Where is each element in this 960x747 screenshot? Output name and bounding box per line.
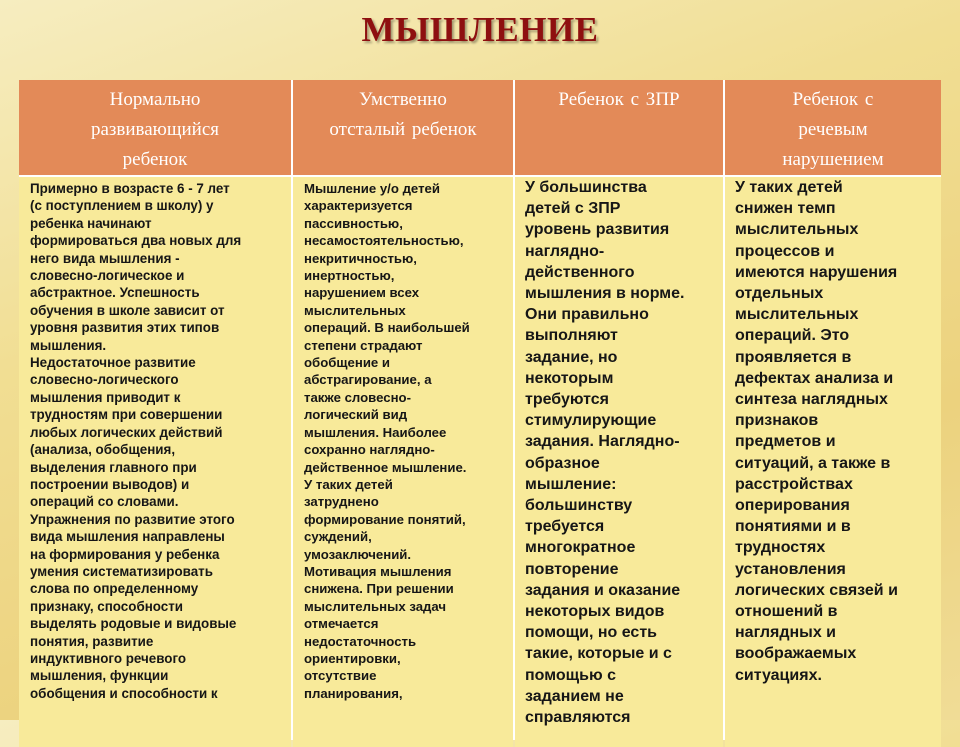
column-divider — [291, 80, 293, 740]
column-divider — [723, 80, 725, 740]
comparison-table — [19, 80, 941, 740]
header-divider — [19, 175, 941, 177]
header-speech-disorder-child: Ребенок с речевым нарушением — [725, 80, 941, 175]
header-zpr-child: Ребенок с ЗПР — [515, 80, 723, 175]
header-mentally-retarded-child: Умственно отсталый ребенок — [293, 80, 513, 175]
cell-normal-child: Примерно в возрасте 6 - 7 лет (с поступлением в школу) у ребенка начинают формироваться два новых для него вида мышления - словесно-логическое и абстрактное. Успешность обучения в школе зависит от уровня развития этих типов мышления. Недостаточное развитие словесно-логического мышления приводит к трудностям при совершении любых логических действий (анализа, обобщения, выделения главного при построении выводов) и операций со словами. Упражнения по развитие этого вида мышления направлены на формирования у ребенка умения систематизировать слова по определенному признаку, способности выделять родовые и видовые понятия, развитие индуктивного речевого мышления, функции обобщения и способности к — [19, 177, 291, 747]
slide-title: МЫШЛЕНИЕ — [361, 10, 599, 49]
column-divider — [513, 80, 515, 740]
header-normal-child: Нормально развивающийся ребенок — [19, 80, 291, 175]
cell-mentally-retarded-child: Мышление у/о детей характеризуется пассивностью, несамостоятельностью, некритичностью, инертностью, нарушением всех мыслительных операций. В наибольшей степени страдают обобщение и абстрагирование, а также словесно- логический вид мышления. Наиболее сохранно наглядно- действенное мышление. У таких детей затруднено формирование понятий, суждений, умозаключений. Мотивация мышления снижена. При решении мыслительных задач отмечается недостаточность ориентировки, отсутствие планирования, — [293, 177, 513, 747]
cell-zpr-child: У большинства детей с ЗПР уровень развития наглядно- действенного мышления в норме. Они правильно выполняют задание, но некоторым требуются стимулирующие задания. Наглядно- образное мышление: большинству требуется многократное повторение задания и оказание некоторых видов помощи, но есть такие, которые и с помощью с заданием не справляются — [515, 177, 723, 747]
cell-speech-disorder-child: У таких детей снижен темп мыслительных процессов и имеются нарушения отдельных мыслительных операций. Это проявляется в дефектах анализа и синтеза наглядных признаков предметов и ситуаций, а также в расстройствах оперирования понятиями и в трудностях установления логических связей и отношений в наглядных и воображаемых ситуациях. — [725, 177, 941, 747]
